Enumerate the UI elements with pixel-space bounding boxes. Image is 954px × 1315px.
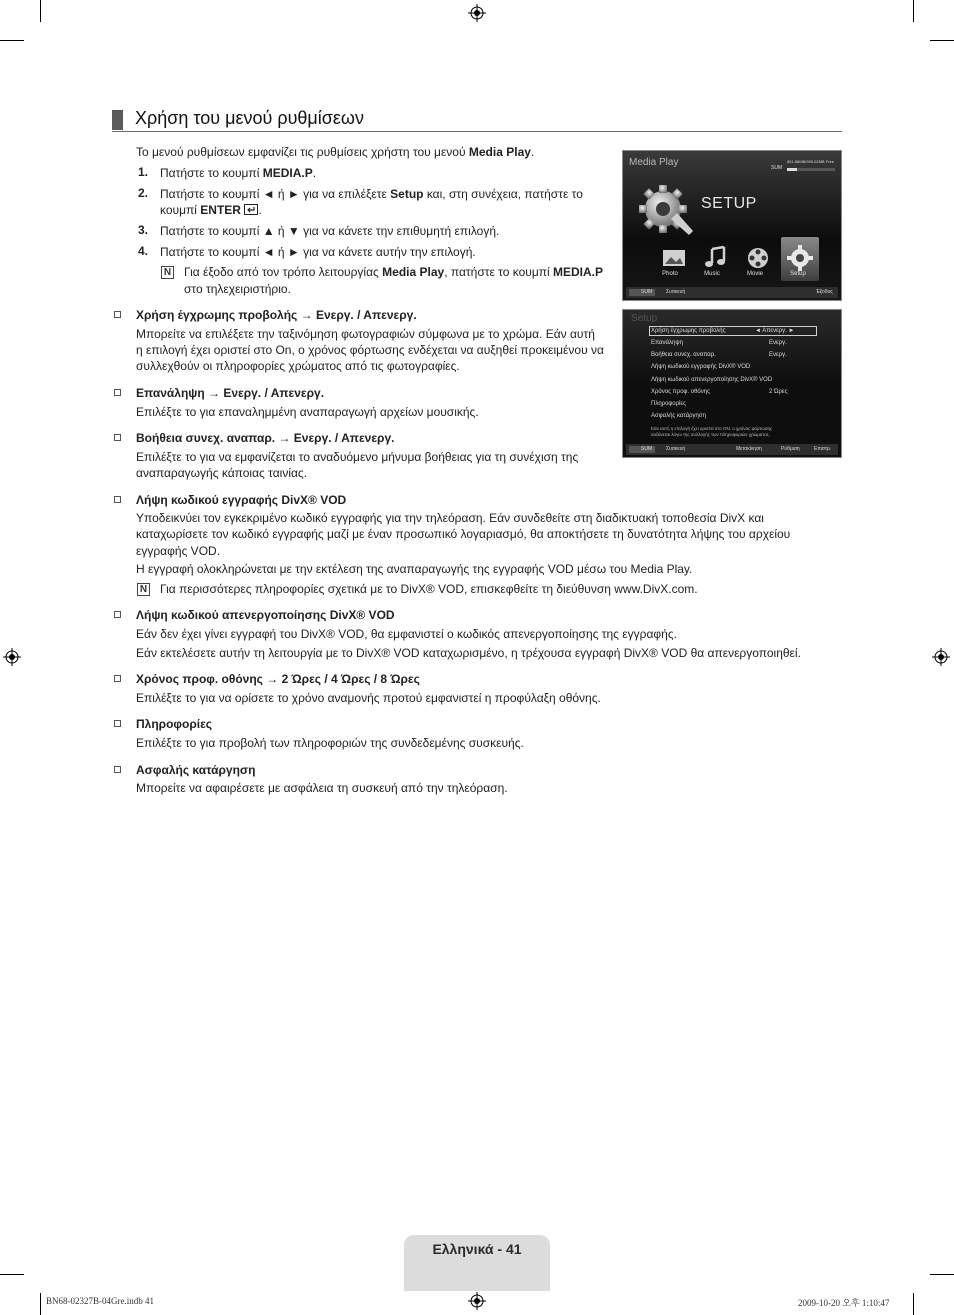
print-slug-file: BN68-02327B-04Gre.indb 41 xyxy=(46,1296,154,1306)
item-text: Υποδεικνύει τον εγκεκριμένο κωδικό εγγραφής για την τηλεόραση. Εάν συνδεθείτε στη διαδικτυακή τοποθεσία DivX και xyxy=(136,511,764,525)
setup-hint: αυξάνεται λόγω της συλλογής των πληροφοριών χρώματος. xyxy=(651,432,771,437)
bar-device-label: Συσκευή xyxy=(666,446,686,452)
item-text: Εάν δεν έχει γίνει εγγραφή του DivX® VOD, θα εμφανιστεί ο κωδικός απενεργοποίησης της εγγραφής. xyxy=(136,627,677,641)
item-text: Μπορείτε να αφαιρέσετε με ασφάλεια τη συσκευή από την τηλεόραση. xyxy=(136,781,508,795)
step-number: 3. xyxy=(138,223,149,237)
media-item-music: Music xyxy=(704,271,720,277)
item-text: Επιλέξτε το για να εμφανίζεται το αναδυόμενο μήνυμα βοήθειας για τη συνέχιση της xyxy=(136,450,579,464)
setup-row-label: Βοήθεια συνεχ. αναπαρ. xyxy=(651,352,716,358)
crop-mark xyxy=(0,1274,24,1275)
bullet-icon xyxy=(114,434,121,441)
setup-label: SETUP xyxy=(701,195,757,212)
item-text: Επιλέξτε το για προβολή των πληροφοριών της συνδεδεμένης συσκευής. xyxy=(136,736,524,750)
setup-row-value: Ενεργ. xyxy=(769,352,787,358)
item-heading: Λήψη κωδικού εγγραφής DivX® VOD xyxy=(136,493,347,507)
bar-exit: Έξοδος xyxy=(816,289,833,295)
item-heading: Χρόνος προφ. οθόνης → 2 Ώρες / 4 Ώρες / 8 Ώρες xyxy=(136,672,420,686)
step-text: Πατήστε το κουμπί ▲ ή ▼ για να κάνετε την επιθυμητή επιλογή. xyxy=(160,224,500,238)
crop-mark xyxy=(0,40,24,41)
crop-mark xyxy=(930,40,954,41)
setup-row-label: Λήψη κωδικού απενεργοποίησης DivX® VOD xyxy=(651,377,773,383)
registration-mark-icon xyxy=(3,648,21,666)
item-text: Εάν εκτελέσετε αυτήν τη λειτουργία με το DivX® VOD καταχωρισμένο, η τρέχουσα εγγραφή DivX® VOD θα απενεργοποιηθεί. xyxy=(136,646,801,660)
usage-text: 851.86MB/993.02MB Free xyxy=(787,159,834,164)
usage-bar-fill xyxy=(787,168,797,171)
step-text: Πατήστε το κουμπί ◄ ή ► για να επιλέξετε Setup και, στη συνέχεια, πατήστε το xyxy=(160,187,583,201)
item-text: η επιλογή έχει οριστεί στο On, ο χρόνος φόρτωσης ενδέχεται να αυξηθεί προκειμένου να xyxy=(136,343,604,357)
note-icon: N xyxy=(161,266,174,279)
crop-mark xyxy=(913,1293,914,1315)
media-play-screenshot xyxy=(622,150,842,301)
setup-row-value: Ενεργ. xyxy=(769,340,787,346)
setup-menu-screenshot xyxy=(622,309,842,458)
item-text: καταχωρίσετε τον κωδικό εγγραφής μαζί με έναν προσωπικό λογαριασμό, θα αποκτήσετε τη δυνατότητα λήψης του αρχείου xyxy=(136,527,791,541)
bullet-icon xyxy=(114,311,121,318)
bullet-icon xyxy=(114,766,121,773)
screen-bottom-bar xyxy=(626,444,838,455)
note-text: Για έξοδο από τον τρόπο λειτουργίας Media Play, πατήστε το κουμπί MEDIA.P xyxy=(184,265,604,279)
setup-row-label: Χρόνος προφ. οθόνης xyxy=(651,389,711,395)
note-icon: N xyxy=(137,583,150,596)
registration-mark-icon xyxy=(468,4,486,22)
device-label: SUM xyxy=(771,165,783,171)
movie-icon xyxy=(743,243,773,273)
item-heading: Λήψη κωδικού απενεργοποίησης DivX® VOD xyxy=(136,608,395,622)
bullet-icon xyxy=(114,496,121,503)
media-item-photo: Photo xyxy=(662,271,678,277)
media-item-movie: Movie xyxy=(746,271,763,277)
note-text: στο τηλεχειριστήριο. xyxy=(184,282,291,296)
intro-text: Το μενού ρυθμίσεων εμφανίζει τις ρυθμίσεις χρήστη του μενού Media Play. xyxy=(136,145,535,159)
setup-row-label: Ασφαλής κατάργηση xyxy=(651,413,706,419)
setup-menu-title: Setup xyxy=(631,313,658,324)
bar-device: SUM xyxy=(641,446,653,452)
registration-mark-icon xyxy=(932,648,950,666)
setup-icon xyxy=(785,243,815,273)
section-title-rule xyxy=(112,131,842,132)
item-text: εγγραφής VOD. xyxy=(136,544,221,558)
item-heading: Ασφαλής κατάργηση xyxy=(136,763,256,777)
crop-mark xyxy=(40,0,41,22)
section-title: Χρήση του μενού ρυθμίσεων xyxy=(135,108,364,128)
item-heading: Επανάληψη → Ενεργ. / Απενεργ. xyxy=(136,386,325,400)
step-number: 4. xyxy=(138,244,149,258)
setup-row-label: Λήψη κωδικού εγγραφής DivX® VOD xyxy=(651,364,751,370)
bar-move: Μετακίνηση xyxy=(736,446,762,452)
setup-row-value: ◄ Απενεργ. ► xyxy=(755,328,795,334)
registration-mark-icon xyxy=(468,1292,486,1310)
setup-row-label: Πληροφορίες xyxy=(651,401,686,407)
item-text: Μπορείτε να επιλέξετε την ταξινόμηση φωτογραφιών σύμφωνα με το χρώμα. Εάν αυτή xyxy=(136,327,595,341)
print-slug-date: 2009-10-20 오후 1:10:47 xyxy=(798,1298,890,1308)
crop-mark xyxy=(40,1293,41,1315)
bullet-icon xyxy=(114,675,121,682)
photo-icon xyxy=(659,243,689,273)
step-text: κουμπί ENTER . xyxy=(160,203,262,217)
usage-bar xyxy=(787,168,835,171)
step-number: 2. xyxy=(138,186,149,200)
enter-icon xyxy=(244,204,258,215)
step-number: 1. xyxy=(138,165,149,179)
item-text: αναπαραγωγής κάποιας ταινίας. xyxy=(136,466,308,480)
bar-set: Ρύθμιση xyxy=(781,446,800,452)
setup-row-label: Χρήση έγχρωμης προβολής xyxy=(651,328,726,334)
screen-bottom-bar xyxy=(626,287,838,298)
bar-return: Επιστρ. xyxy=(814,446,832,452)
bullet-icon xyxy=(114,611,121,618)
item-text: συλλεχθούν οι πληροφορίες χρώματος από τις φωτογραφίες. xyxy=(136,359,460,373)
item-text: Η εγγραφή ολοκληρώνεται με την εκτέλεση της αναπαραγωγής της εγγραφής VOD μέσω του Media Play. xyxy=(136,562,693,576)
music-icon xyxy=(701,243,731,273)
step-text: Πατήστε το κουμπί MEDIA.P. xyxy=(160,166,317,180)
page-number: Ελληνικά - 41 xyxy=(432,1241,522,1257)
crop-mark xyxy=(913,0,914,22)
bar-device: SUM xyxy=(641,289,653,295)
media-item-setup: Setup xyxy=(790,271,806,277)
setup-row-value: 2 Ώρες xyxy=(769,389,788,395)
item-text: Επιλέξτε το για επαναλημμένη αναπαραγωγή αρχείων μουσικής. xyxy=(136,405,479,419)
setup-row-label: Επανάληψη xyxy=(651,340,683,346)
item-heading: Βοήθεια συνεχ. αναπαρ. → Ενεργ. / Απενεργ. xyxy=(136,431,395,445)
step-text: Πατήστε το κουμπί ◄ ή ► για να κάνετε αυτήν την επιλογή. xyxy=(160,245,476,259)
setup-hint: Εάν αυτή η επιλογή έχει οριστεί στο ON, ο χρόνος φόρτωσης xyxy=(651,426,773,431)
bar-device-label: Συσκευή xyxy=(666,289,686,295)
item-heading: Πληροφορίες xyxy=(136,717,213,731)
item-text: Επιλέξτε το για να ορίσετε το χρόνο αναμονής προτού εμφανιστεί η προφύλαξη οθόνης. xyxy=(136,691,601,705)
note-text: Για περισσότερες πληροφορίες σχετικά με το DivX® VOD, επισκεφθείτε τη διεύθυνση www.DivX.com. xyxy=(160,582,698,596)
item-heading: Χρήση έγχρωμης προβολής → Ενεργ. / Απενεργ. xyxy=(136,308,417,322)
section-title-bar xyxy=(112,110,123,130)
media-play-title: Media Play xyxy=(629,157,679,168)
bullet-icon xyxy=(114,389,121,396)
bullet-icon xyxy=(114,720,121,727)
setup-gear-icon xyxy=(637,179,697,239)
crop-mark xyxy=(930,1274,954,1275)
